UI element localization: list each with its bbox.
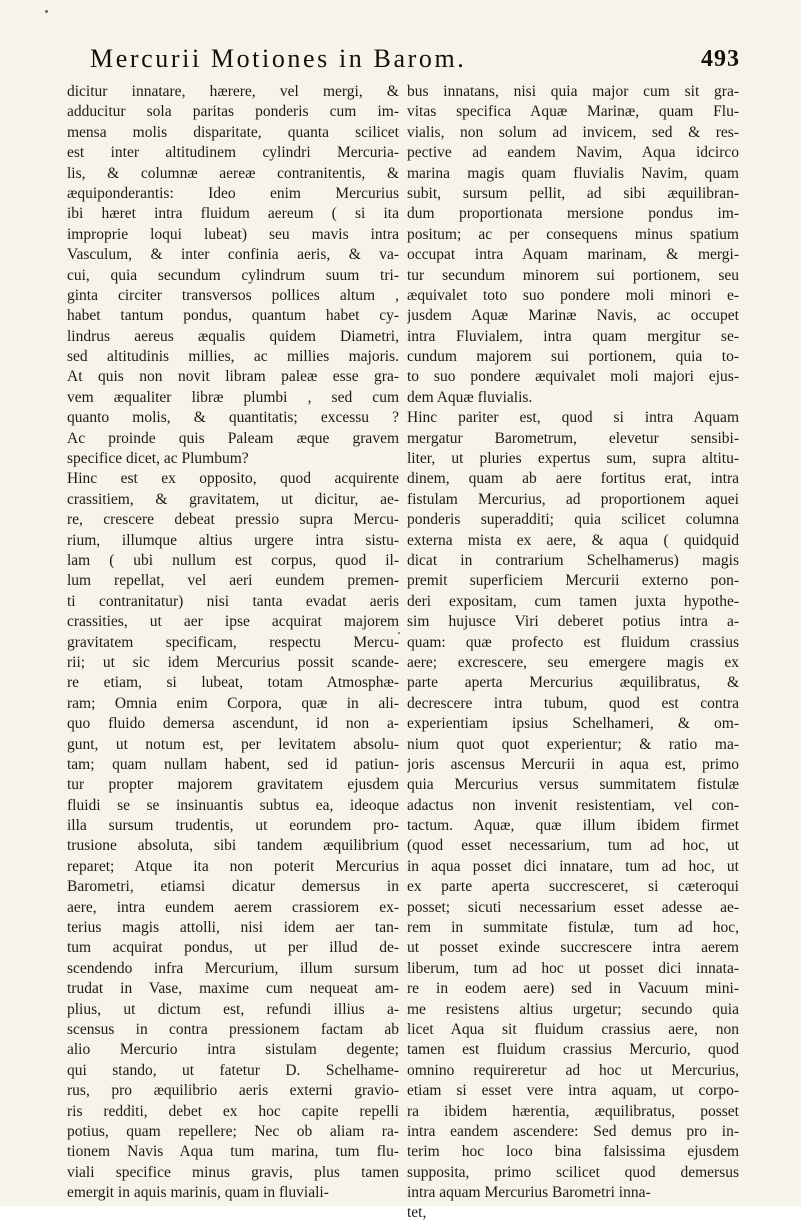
text-line: etiam si esset vere intra aquam, ut corpo-: [407, 1082, 739, 1100]
text-line: dicitur innatare, hærere, vel mergi, &: [67, 83, 399, 100]
text-line: dicat in contrarium Schelhamerus) magis: [407, 551, 739, 569]
text-line: re in eodem aere) sed in Vacuum mini-: [407, 980, 739, 998]
text-line: vem æqualiter libræ plumbi , sed cum: [67, 388, 399, 406]
text-line: sim hujusce Viri deberet potius intra a-: [407, 613, 739, 631]
text-line: Vasculum, & inter confinia aeris, & va-: [67, 246, 399, 264]
text-line: parte aperta Mercurius æquilibratus, &: [407, 674, 739, 692]
text-line: bus innatans, nisi quia major cum sit gra-: [407, 83, 739, 100]
text-line: tactum. Aquæ, quæ illum ibidem firmet: [407, 817, 739, 835]
text-line: dinem, quam ab aere fortitus erat, intra: [407, 470, 739, 488]
text-line: omnino requireretur ad hoc ut Mercurius,: [407, 1061, 739, 1079]
text-line: Hinc pariter est, quod si intra Aquam: [407, 409, 739, 427]
text-line: supposita, primo scilicet quod demersus: [407, 1163, 739, 1181]
text-line: gravitatem specificam, respectu Mercu-: [67, 633, 399, 651]
text-line: mergatur Barometrum, elevetur sensibi-: [407, 429, 739, 447]
text-line: est inter altitudinem cylindri Mercuria-: [67, 144, 399, 162]
text-line: rii; ut sic idem Mercurius possit scande-: [67, 653, 399, 671]
text-line: quo fluido demersa ascendunt, id non a-: [67, 715, 399, 733]
text-line: habet tantum pondus, quantum habet cy-: [67, 307, 399, 325]
text-line: jusdem Aquæ Marinæ Navis, ac occupet: [407, 307, 739, 325]
text-line: plius, ut dictum est, refundi illius a-: [67, 1000, 399, 1018]
text-line: At quis non novit libram paleæ esse gra-: [67, 368, 399, 386]
left-text-column: [67, 82, 399, 1203]
text-line: aere, intra eundem aerem crassiorem ex-: [67, 898, 399, 916]
text-line: vialis, non solum ad invicem, sed & res-: [407, 123, 739, 141]
text-line: re, crescere debeat pressio supra Mercu-: [67, 511, 399, 529]
text-line: gunt, ut notum est, per levitatem absolu-: [67, 735, 399, 753]
text-line: specifice dicet, ac Plumbum?: [67, 450, 249, 468]
text-line: cui, quia secundum cylindrum suum tri-: [67, 266, 399, 284]
text-line: (quod esset necessarium, tum ad hoc, ut: [407, 837, 739, 855]
text-line: liter, ut pluries expertus sum, supra altitu-: [407, 450, 739, 468]
text-line: intra Fluvialem, intra quam mergitur se-: [407, 327, 739, 345]
text-line: quam: quæ profecto est fluidum crassius: [407, 633, 739, 651]
text-line: tionem Navis Aqua tum marina, tum flu-: [67, 1143, 399, 1161]
text-line: adducitur sola paritas ponderis cum im-: [67, 103, 399, 121]
text-line: lindrus aereus æqualis quidem Diametri,: [67, 327, 399, 345]
text-line: dem Aquæ fluvialis.: [407, 388, 533, 406]
running-head: Mercurii Motiones in Barom.: [90, 44, 467, 73]
text-line: tamen est fluidum crassius Mercurio, quod: [407, 1041, 739, 1059]
text-line: aere; excrescere, seu emergere magis ex: [407, 653, 739, 671]
text-line: tur secundum minorem sui portionem, seu: [407, 266, 739, 284]
text-line: ram; Omnia enim Corpora, quæ in ali-: [67, 694, 399, 712]
text-line: decrescere intra tubum, quod est contra: [407, 694, 739, 712]
text-line: ra ibidem hærentia, æquilibratus, posset: [407, 1102, 739, 1120]
text-line: to suo pondere æquivalet moli majori ejus-: [407, 368, 739, 386]
text-line: Ac proinde quis Paleam æque gravem: [67, 429, 399, 447]
text-line: trudat in Vase, maxime cum nequeat am-: [67, 980, 399, 998]
text-line: rium, illumque altius urgere intra sistu-: [67, 531, 399, 549]
text-line: posset; sicuti necessarium esset adesse ae-: [407, 898, 739, 916]
text-line: subit, sursum pellit, ad sibi æquilibran-: [407, 184, 739, 202]
text-line: lis, & columnæ aereæ contranitentis, &: [67, 164, 399, 182]
text-line: ex parte aperta succresceret, si cæteroqui: [407, 878, 739, 896]
paper-speck: [45, 10, 48, 13]
text-line: potius, quam repellere; Nec ob aliam ra-: [67, 1122, 399, 1140]
text-line: tur propter majorem gravitatem ejusdem: [67, 776, 399, 794]
text-line: me resistens altius urgetur; secundo quia: [407, 1000, 739, 1018]
text-line: rus, pro æquilibrio aeris externi gravio-: [67, 1082, 399, 1100]
text-line: pective ad eandem Navim, Aqua idcirco: [407, 144, 739, 162]
text-line: deri expositam, cum tamen juxta hypothe-: [407, 592, 739, 610]
text-line: Hinc est ex opposito, quod acquirente: [67, 470, 399, 488]
text-line: sed altitudinis millies, ac millies majoris.: [67, 348, 399, 366]
text-line: premit superficiem Mercurii externo pon-: [407, 572, 739, 590]
text-line: trusione absoluta, sibi tandem æquilibrium: [67, 837, 399, 855]
text-line: emergit in aquis marinis, quam in fluviali-: [67, 1184, 329, 1202]
text-line: terim hoc loco bina falsissima ejusdem: [407, 1143, 739, 1161]
text-line: æquivalet toto suo pondere moli minori e-: [407, 286, 739, 304]
right-text-column: [407, 82, 739, 1224]
text-line: licet Aqua sit fluidum crassius aere, non: [407, 1020, 739, 1038]
text-line: marina magis quam fluvialis Navim, quam: [407, 164, 739, 182]
text-line: fistulam Mercurius, ad proportionem aquei: [407, 490, 739, 508]
text-line: experientiam ipsius Schelhameri, & om-: [407, 715, 739, 733]
text-line: quanto molis, & quantitatis; excessu ?: [67, 409, 399, 427]
text-line: Barometri, etiamsi dicatur demersus in: [67, 878, 399, 896]
text-line: adactus non invenit resistentiam, vel con-: [407, 796, 739, 814]
text-line: reparet; Atque ita non poterit Mercurius: [67, 857, 399, 875]
text-line: ti contranitatur) nisi tanta evadat aeris: [67, 592, 399, 610]
text-line: terius magis attolli, nisi idem aer tan-: [67, 919, 399, 937]
text-line: ibi hæret intra fluidum aereum ( si ita: [67, 205, 399, 223]
text-line: improprie loqui lubeat) seu mavis intra: [67, 225, 399, 243]
text-line: ginta circiter transversos pollices altum ,: [67, 286, 399, 304]
text-line: re etiam, si lubeat, totam Atmosphæ-: [67, 674, 399, 692]
text-line: occupat intra Aquam marinam, & mergi-: [407, 246, 739, 264]
text-line: alio Mercurio intra sistulam degente;: [67, 1041, 399, 1059]
text-line: scendendo infra Mercurium, illum sursum: [67, 959, 399, 977]
text-line: vitas specifica Aquæ Marinæ, quam Flu-: [407, 103, 739, 121]
text-line: tam; quam nullam habent, sed id patiun-: [67, 755, 399, 773]
text-line: externa mista ex aere, & aqua ( quidquid: [407, 531, 739, 549]
text-line: crassities, ut aer ipse acquirat majorem: [67, 613, 399, 631]
text-line: ris redditi, debet ex hoc capite repelli: [67, 1102, 399, 1120]
text-line: ut posset exinde succrescere intra aerem: [407, 939, 739, 957]
text-line: cundum majorem sui portionem, quia to-: [407, 348, 739, 366]
text-line: æquiponderantis: Ideo enim Mercurius: [67, 184, 399, 202]
paper-speck: [398, 632, 400, 634]
page-header: [90, 44, 740, 80]
text-line: ponderis superadditi; quia scilicet columna: [407, 511, 739, 529]
text-line: intra aquam Mercurius Barometri inna-: [407, 1184, 651, 1202]
text-line: mensa molis disparitate, quanta scilicet: [67, 123, 399, 141]
text-line: dum proportionata mersione pondus im-: [407, 205, 739, 223]
text-line: scensus in contra pressionem factam ab: [67, 1020, 399, 1038]
text-line: tet,: [407, 1204, 427, 1222]
text-line: fluidi se se insinuantis subtus ea, ideoque: [67, 796, 399, 814]
text-line: viali specifice minus gravis, plus tamen: [67, 1163, 399, 1181]
text-line: joris ascensus Mercurii in aqua est, primo: [407, 755, 739, 773]
text-line: lam ( ubi nullum est corpus, quod il-: [67, 551, 399, 569]
text-line: positum; ac per consequens minus spatium: [407, 225, 739, 243]
text-line: qui stando, ut fatetur D. Schelhame-: [67, 1061, 399, 1079]
text-line: intra eandem ascendere: Sed demus pro in-: [407, 1122, 739, 1140]
text-line: lum repellat, vel aeri eundem premen-: [67, 572, 399, 590]
text-line: quia Mercurius versus summitatem fistulæ: [407, 776, 739, 794]
text-line: nium quot quot experientur; & ratio ma-: [407, 735, 739, 753]
text-line: rem in summitate fistulæ, tum ad hoc,: [407, 919, 739, 937]
text-line: liberum, tum ad hoc ut posset dici innata-: [407, 959, 739, 977]
text-line: tum acquirat pondus, ut per illud de-: [67, 939, 399, 957]
page-number: 493: [701, 46, 740, 72]
text-line: in aqua posset dici innatare, tum ad hoc, ut: [407, 857, 739, 875]
text-line: crassitiem, & gravitatem, ut dicitur, ae-: [67, 490, 399, 508]
text-line: illa sursum trudentis, ut eorundem pro-: [67, 817, 399, 835]
